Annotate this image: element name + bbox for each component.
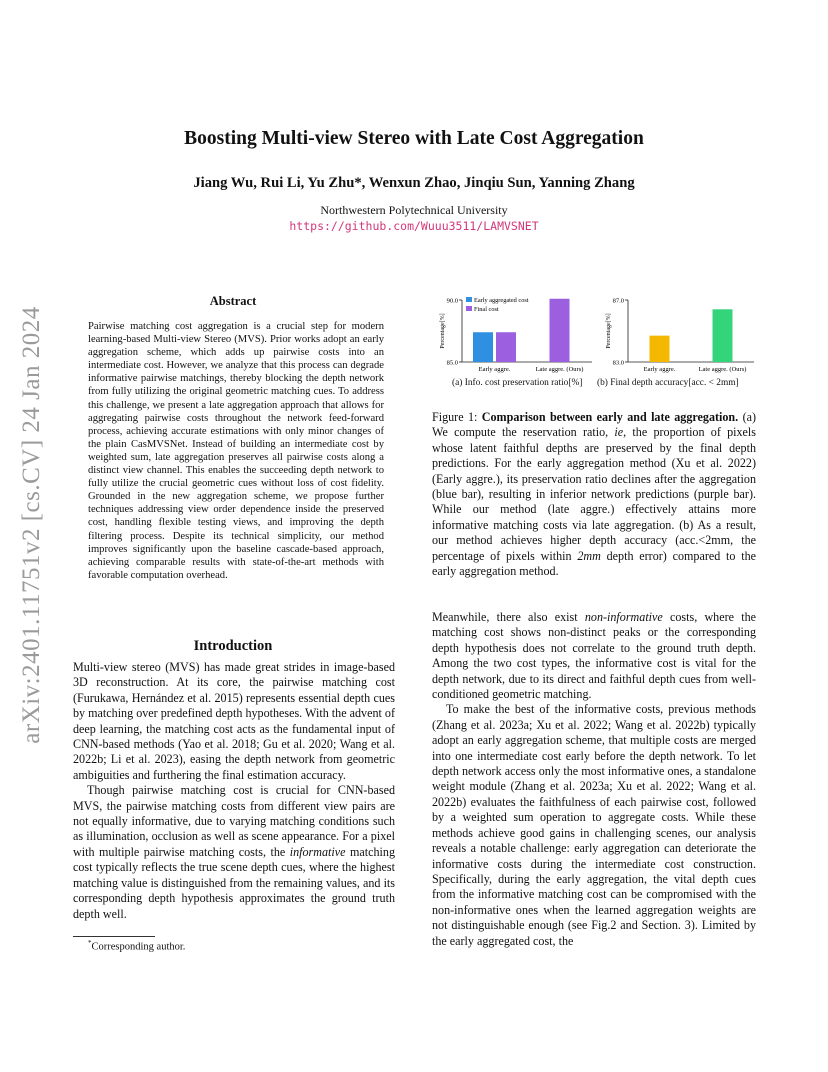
legend-label: Early aggregated cost <box>474 297 529 304</box>
chart-preservation-ratio <box>432 290 600 372</box>
y-tick-label: 85.0 <box>446 359 458 367</box>
y-tick-label: 83.0 <box>612 359 624 367</box>
author-list: Jiang Wu, Rui Li, Yu Zhu*, Wenxun Zhao, Jinqiu Sun, Yanning Zhang <box>193 175 635 191</box>
figure-1 <box>432 290 758 390</box>
subcaption-b: (b) Final depth accuracy[acc. < 2mm] <box>597 378 739 388</box>
right-paragraph-2: To make the best of the informative costs, previous methods (Zhang et al. 2023a; Xu et al. 2022; Wang et al. 2022b) typically adopt an early aggregation scheme, that multiple costs are merged into one intermediate cost early before the depth network. To let depth network access only the most informative ones, a standalone weight module (Zhang et al. 2023a; Xu et al. 2022; Wang et al. 2022b) evaluates the faithfulness of each pairwise cost, followed by a weighted sum operation to aggregate costs. While these methods achieve good gains in challenging scenes, our analysis reveals a notable challenge: early aggregation can deteriorate the informative costs during the intermediate cost construction. Specifically, during the early aggregation, the vital depth cues from the informative matching cost can be compromised with the non-informative ones when the learned aggregation weights are not distinguishable enough (see Fig.2 and Section. 3). Limited by the early aggregated cost, the <box>432 702 756 948</box>
repository-link[interactable]: https://github.com/Wuuu3511/LAMVSNET <box>289 219 539 233</box>
arxiv-identifier <box>12 290 52 760</box>
bar <box>473 332 493 362</box>
x-tick-label: Late aggre. (Ours) <box>535 366 584 373</box>
chart-depth-accuracy-svg <box>604 290 758 372</box>
intro-paragraph-1: Multi-view stereo (MVS) has made great strides in image-based 3D reconstruction. At its core, the pairwise matching cost (Furukawa, Hernández et al. 2015) represents essential depth cues by matching over predefined depth hypotheses. With the advent of deep learning, the matching cost acts as the fundamental input of CNN-based methods (Yao et al. 2018; Gu et al. 2020; Wang et al. 2022b; Li et al. 2023), easing the depth network from geometric ambiguities and furthering the final estimation accuracy. <box>73 660 395 782</box>
bar <box>496 332 516 362</box>
y-tick-label: 90.0 <box>446 297 458 305</box>
x-tick-label: Early aggre. <box>643 366 676 373</box>
arxiv-identifier-text: arXiv:2401.11751v2 [cs.CV] 24 Jan 2024 <box>18 306 45 744</box>
introduction-heading: Introduction <box>193 638 273 654</box>
chart-depth-accuracy <box>604 290 758 372</box>
y-axis-label: Percentage[%] <box>440 313 446 349</box>
figure-1-caption: Figure 1: Comparison between early and late aggregation. (a) We compute the reservation ratio, ie, the proportion of pixels whose latent faithful depths are preserved by the final depth predictions. For the early aggregation method (Xu et al. 2022) (Early aggre.), its preservation ratio declines after the aggregation (blue bar), resulting in inferior network predictions (purple bar). While our method (late aggre.) effectively attains more informative matching costs via late aggregation. (b) As a result, our method achieves higher depth accuracy (acc.<2mm, the percentage of pixels within 2mm depth error) compared to the early aggregation method. <box>432 410 756 579</box>
legend-label: Final cost <box>474 306 499 313</box>
introduction-body <box>73 660 395 922</box>
right-column-body <box>432 610 756 949</box>
paper-title: Boosting Multi-view Stereo with Late Cost Aggregation <box>184 128 644 149</box>
legend-swatch <box>466 306 472 311</box>
bar <box>550 299 570 362</box>
affiliation: Northwestern Polytechnical University <box>320 203 508 217</box>
abstract-body: Pairwise matching cost aggregation is a crucial step for modern learning-based Multi-view Stereo (MVS). Prior works adopt an early aggregation scheme, which adds up pairwise costs into an intermediate cost. However, we analyze that this process can degrade informative pairwise matchings, thereby blocking the depth network from fully utilizing the original geometric matching cues. To address this challenge, we present a late aggregation approach that allows for aggregating pairwise costs throughout the network feed-forward process, achieving accurate estimations with only minor changes of the plain CasMVSNet. Instead of building an intermediate cost by weighted sum, late aggregation preserves all pairwise costs along a distinct view channel. This enables the succeeding depth network to fully utilize the crucial geometric cues without loss of cost fidelity. Grounded in the new aggregation scheme, we propose further techniques addressing view order dependence inside the preserved cost, handling flexible testing views, and improving the depth filtering process. Despite its technical simplicity, our method improves significantly upon the baseline cascade-based approach, achieving comparable results with state-of-the-art methods with favorable computation overhead. <box>88 321 384 581</box>
subcaption-a: (a) Info. cost preservation ratio[%] <box>452 378 583 388</box>
footnote-divider <box>73 936 155 937</box>
y-tick-label: 87.0 <box>612 297 624 305</box>
chart-preservation-ratio-svg <box>432 290 600 372</box>
intro-paragraph-2: Though pairwise matching cost is crucial for CNN-based MVS, the pairwise matching costs from different view pairs are not equally informative, due to varying matching conditions such as illumination, occlusion as well as scene appearance. For a pixel with multiple pairwise matching costs, the informative matching cost typically reflects the true scene depth cues, where the highest matching value is distinguished from the remaining values, and its corresponding depth hypothesis approximates the ground truth depth well. <box>73 783 395 921</box>
x-tick-label: Late aggre. (Ours) <box>698 366 747 373</box>
abstract-heading: Abstract <box>209 294 257 308</box>
x-tick-label: Early aggre. <box>478 366 511 373</box>
bar <box>713 309 733 362</box>
legend-swatch <box>466 297 472 302</box>
right-paragraph-1: Meanwhile, there also exist non-informative costs, where the matching cost shows non-distinct peaks or the corresponding depth hypothesis does not correlate to the ground truth depth. Among the two cost types, the informative cost is vital for the depth network, due to its direct and faithful depth cues from well-conditioned geometric matching. <box>432 610 756 702</box>
bar <box>650 336 670 362</box>
y-axis-label: Percentage[%] <box>606 313 612 349</box>
footnote: *Corresponding author. <box>88 939 186 953</box>
